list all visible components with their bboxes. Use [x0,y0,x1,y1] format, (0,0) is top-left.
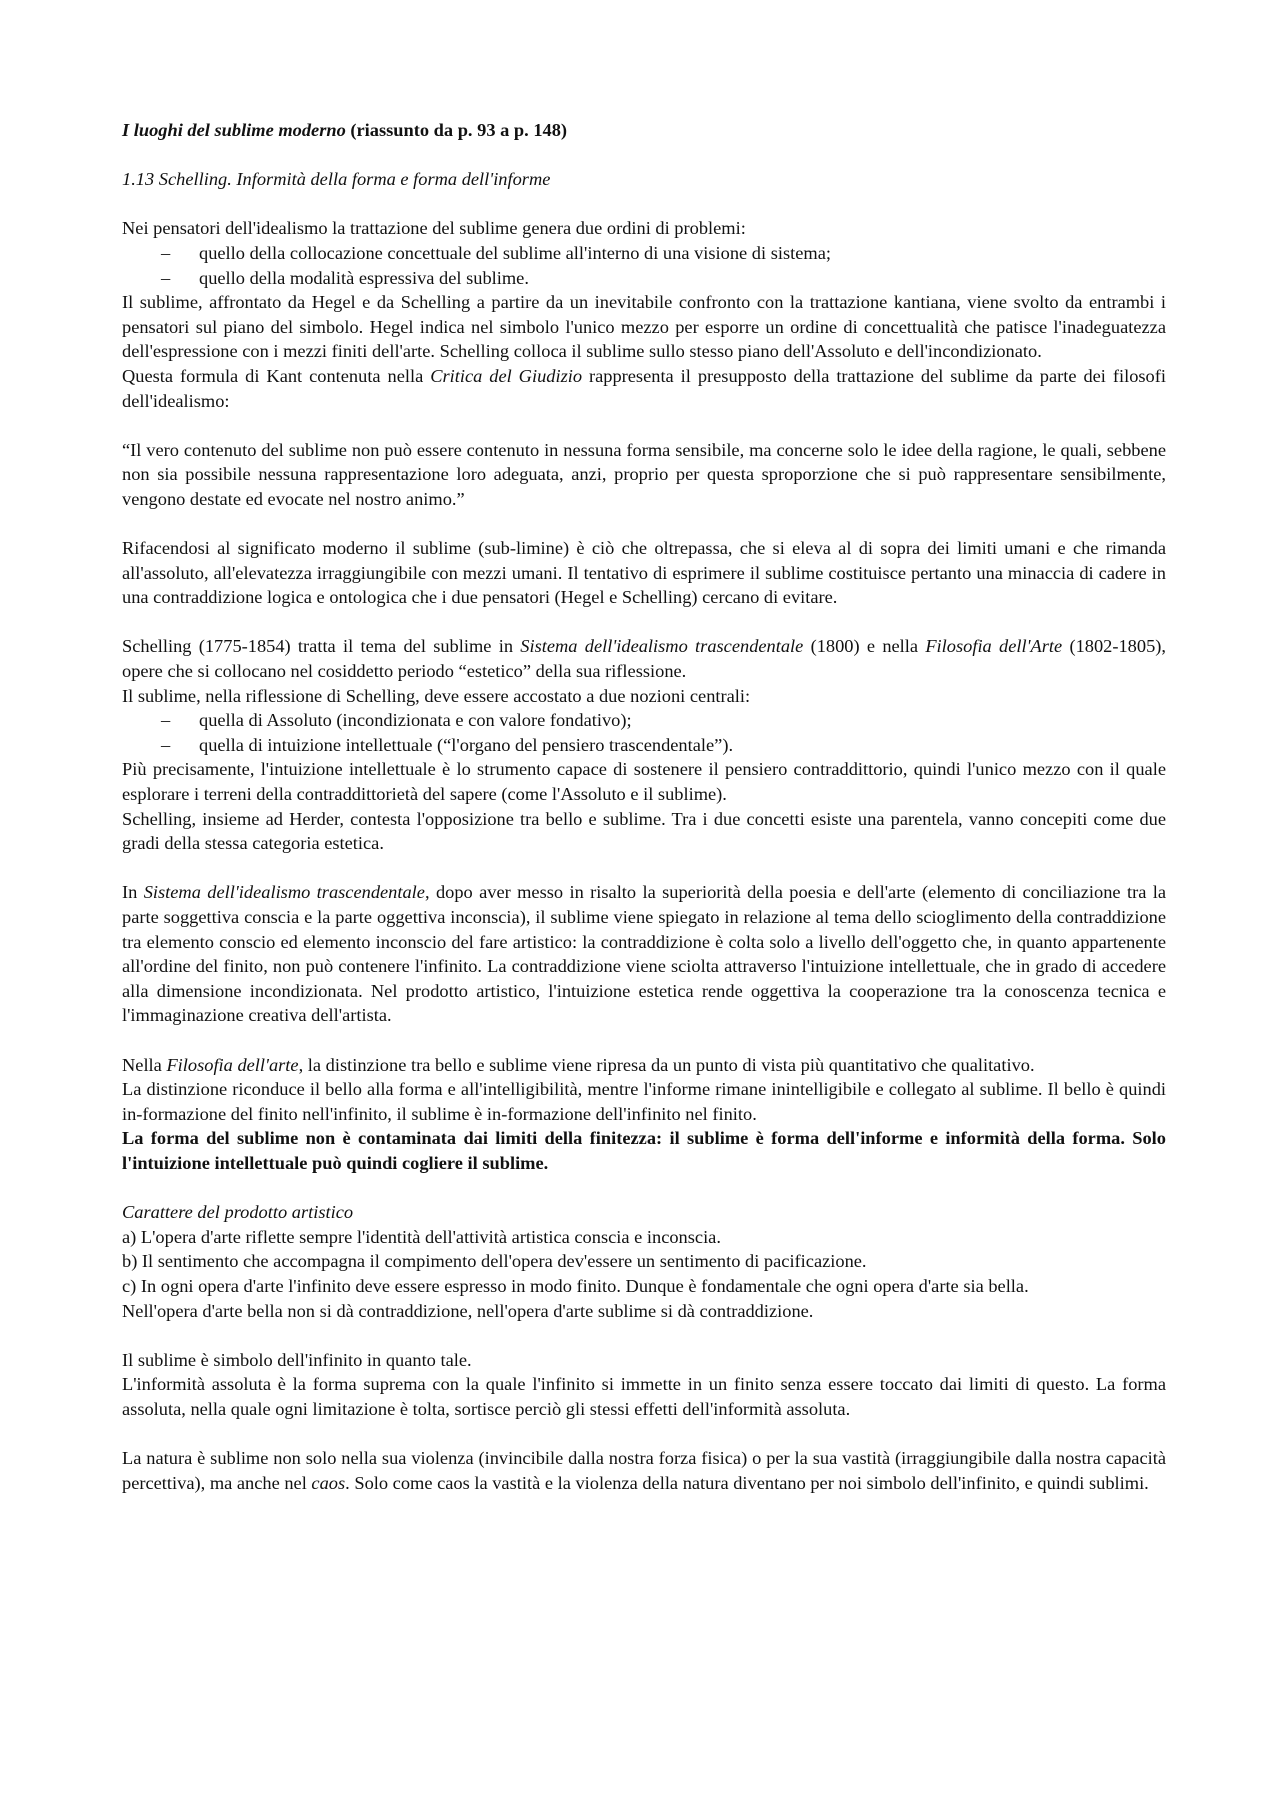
para8-rest: . Solo come caos la vastità e la violenza della natura diventano per noi simbolo dell'infinito, e quindi sublimi. [345,1472,1149,1493]
para5-bold: La forma del sublime non è contaminata dai limiti della finitezza: il sublime è forma dell'informe e informità della forma. Solo l'intuizione intellettuale può quindi cogliere il sublime. [122,1128,1166,1173]
list-item: a) L'opera d'arte riflette sempre l'identità dell'attività artistica conscia e inconscia. [122,1226,721,1247]
kant-quote: “Il vero contenuto del sublime non può essere contenuto in nessuna forma sensibile, ma concerne solo le idee della ragione, le quali, sebbene non sia possibile nessuna rappresentazione loro adeguata, anzi, proprio per questa sproporzione che si può rappresentare sensibilmente, vengono destate ed evocate nel nostro animo.” [122,439,1166,509]
para3-after1: Più precisamente, l'intuizione intellettuale è lo strumento capace di sostenere il pensiero contraddittorio, quindi l'unico mezzo con il quale esplorare i terreni della contraddittorietà del sapere (come l'Assoluto e il sublime). [122,759,1166,805]
document-title [122,118,1166,143]
para3-notions: Il sublime, nella riflessione di Schelling, deve essere accostato a due nozioni centrali: [122,685,751,706]
para7-l1: Il sublime è simbolo dell'infinito in quanto tale. [122,1349,472,1370]
list-item-text: quello della collocazione concettuale del sublime all'interno di una visione di sistema; [199,242,831,263]
para3-s2: (1800) e nella [803,636,926,657]
title-range: (riassunto da p. 93 a p. 148) [345,120,568,140]
dash-icon: – [161,242,171,263]
para1-intro: Nei pensatori dell'idealismo la trattazione del sublime genera due ordini di problemi: [122,218,746,239]
para6-heading-text: Carattere del prodotto artistico [122,1202,354,1223]
kant-before: Questa formula di Kant contenuta nella [122,365,431,386]
list-item [122,241,1166,266]
para5-line2: La distinzione riconduce il bello alla forma e all'intelligibilità, mentre l'informe rimane inintelligibile e collegato al sublime. Il bello è quindi in-formazione del finito nell'infinito, il sublime è in-formazione dell'infinito nel finito. [122,1079,1166,1124]
para5-pre: Nella [122,1054,167,1075]
list-item-text: quello della modalità espressiva del sublime. [199,267,529,288]
bullet-list-2 [122,708,1166,757]
document-page [122,118,1166,1495]
list-item [122,266,1166,291]
list-item [122,733,1166,758]
kant-title: Critica del Giudizio [430,365,583,386]
para3-i2: Filosofia dell'Arte [925,636,1063,657]
list-item: c) In ogni opera d'arte l'infinito deve essere espresso in modo finito. Dunque è fondamentale che ogni opera d'arte sia bella. [122,1275,1029,1296]
para8 [122,1446,1166,1495]
para4 [122,880,1166,1028]
para3-s1: Schelling (1775-1854) tratta il tema del sublime in [122,636,521,657]
para5-italic: Filosofia dell'arte [166,1054,299,1075]
bullet-list-1 [122,241,1166,290]
kant-after: rappresenta il presupposto della trattazione del sublime da parte dei filosofi dell'idealismo: [122,365,1166,411]
para3-s3: (1802-1805), opere che si collocano nel cosiddetto periodo “estetico” della sua riflessione. [122,636,1166,682]
para4-italic: Sistema dell'idealismo trascendentale [143,882,425,903]
dash-icon: – [161,734,171,755]
para3-after2: Schelling, insieme ad Herder, contesta l'opposizione tra bello e sublime. Tra i due concetti esiste una parentela, vanno concepiti come due gradi della stessa categoria estetica. [122,808,1166,854]
list-item-text: quella di intuizione intellettuale (“l'organo del pensiero trascendentale”). [199,734,734,755]
para8-pre: La natura è sublime non solo nella sua violenza (invincibile dalla nostra forza fisica) o per la sua vastità (irraggiungibile dalla nostra capacità percettiva), ma anche nel [122,1448,1166,1493]
para8-italic: caos [311,1472,346,1493]
para2: Rifacendosi al significato moderno il sublime (sub-limine) è ciò che oltrepassa, che si eleva al di sopra dei limiti umani e che rimanda all'assoluto, all'elevatezza irraggiungibile con mezzi umani. Il tentativo di esprimere il sublime costituisce pertanto una minaccia di cadere in una contraddizione logica e ontologica che i due pensatori (Hegel e Schelling) cercano di evitare. [122,538,1166,608]
section-heading-text: 1.13 Schelling. Informità della forma e forma dell'informe [122,169,551,190]
section-heading [122,167,1166,192]
list-item: b) Il sentimento che accompagna il compimento dell'opera dev'essere un sentimento di pacificazione. [122,1251,867,1272]
dash-icon: – [161,710,171,731]
para4-pre: In [122,882,144,903]
para3-i1: Sistema dell'idealismo trascendentale [520,636,804,657]
para6-closing: Nell'opera d'arte bella non si dà contraddizione, nell'opera d'arte sublime si dà contraddizione. [122,1300,814,1321]
para3-intro [122,634,1166,683]
dash-icon: – [161,267,171,288]
para6-heading [122,1200,1166,1225]
para7-l2: L'informità assoluta è la forma suprema con la quale l'infinito si immette in un finito senza essere toccato dai limiti di questo. La forma assoluta, nella quale ogni limitazione è tolta, sortisce perciò gli stessi effetti dell'informità assoluta. [122,1374,1166,1419]
list-item [122,708,1166,733]
para1-kant [122,364,1166,413]
para4-rest: , dopo aver messo in risalto la superiorità della poesia e dell'arte (elemento di conciliazione tra la parte soggettiva conscia e la parte oggettiva inconscia), il sublime viene spiegato in relazione al tema dello scioglimento della contraddizione tra elemento conscio ed elemento inconscio del fare artistico: la contraddizione è colta solo a livello dell'oggetto che, in quanto appartenente all'ordine del finito, non può contenere l'infinito. La contraddizione viene sciolta attraverso l'intuizione intellettuale, che in grado di accedere alla dimensione incondizionata. Nel prodotto artistico, l'intuizione estetica rende oggettiva la cooperazione tra la conoscenza tecnica e l'immaginazione creativa dell'artista. [122,882,1167,1026]
para5-rest: , la distinzione tra bello e sublime viene ripresa da un punto di vista più quantitativo che qualitativo. [298,1054,1035,1075]
list-item-text: quella di Assoluto (incondizionata e con valore fondativo); [199,710,632,731]
para1-body: Il sublime, affrontato da Hegel e da Schelling a partire da un inevitabile confronto con la trattazione kantiana, viene svolto da entrambi i pensatori sul piano del simbolo. Hegel indica nel simbolo l'unico mezzo per esporre un ordine di concettualità che patisce l'inadeguatezza dell'espressione con i mezzi finiti dell'arte. Schelling colloca il sublime sullo stesso piano dell'Assoluto e dell'incondizionato. [122,292,1166,362]
title-italic: I luoghi del sublime moderno [122,120,346,140]
para5 [122,1053,1166,1078]
